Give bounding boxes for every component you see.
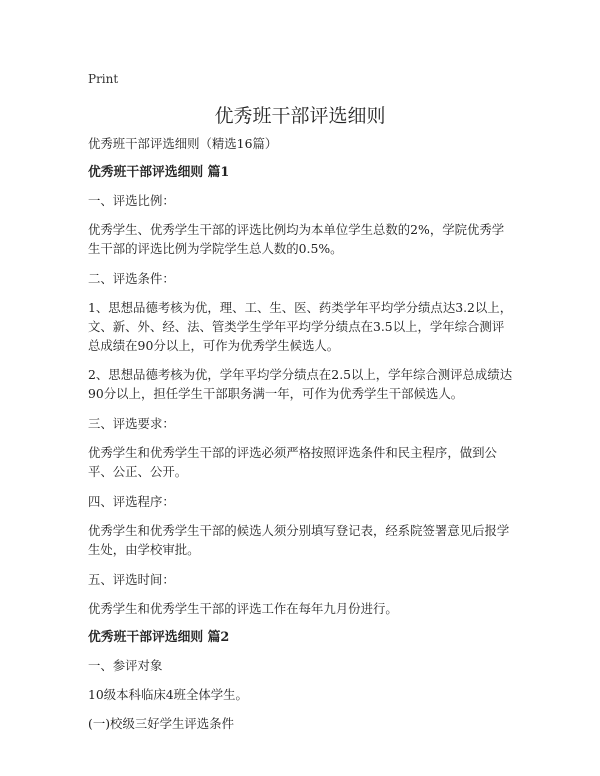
procedure-heading: 四、评选程序： <box>88 494 175 509</box>
time-heading: 五、评选时间： <box>88 572 175 587</box>
target-heading: 一、参评对象 <box>88 658 163 673</box>
section1-heading: 优秀班干部评选细则 篇1 <box>88 165 230 180</box>
ratio-text: 优秀学生、优秀学生干部的评选比例均为本单位学生总数的2%，学院优秀学生干部的评选比例为学院学生总人数的0.5%。 <box>88 222 505 256</box>
conditions-heading: 二、评选条件： <box>88 271 175 286</box>
requirements-heading: 三、评选要求： <box>88 416 175 431</box>
school-conditions-heading: (一)校级三好学生评选条件 <box>88 716 234 731</box>
target-text: 10级本科临床4班全体学生。 <box>88 687 248 702</box>
document-body <box>88 134 516 733</box>
print-link[interactable]: Print <box>88 72 119 86</box>
time-text: 优秀学生和优秀学生干部的评选工作在每年九月份进行。 <box>88 601 398 616</box>
condition-2: 2、思想品德考核为优，学年平均学分绩点在2.5以上，学年综合测评总成绩达90分以上，担任学生干部职务满一年，可作为优秀学生干部候选人。 <box>88 367 513 401</box>
condition-1: 1、思想品德考核为优，理、工、生、医、药类学年平均学分绩点达3.2以上，文、新、外、经、法、管类学生学年平均学分绩点在3.5以上，学年综合测评总成绩在90分以上，可作为优秀学生候选人。 <box>88 300 513 353</box>
requirements-text: 优秀学生和优秀学生干部的评选必须严格按照评选条件和民主程序，做到公平、公正、公开。 <box>88 445 497 479</box>
document-title: 优秀班干部评选细则 <box>214 105 386 127</box>
section2-heading: 优秀班干部评选细则 篇2 <box>88 630 230 645</box>
ratio-heading: 一、评选比例： <box>88 193 175 208</box>
procedure-text: 优秀学生和优秀学生干部的候选人须分别填写登记表，经系院签署意见后报学生处，由学校审批。 <box>88 523 510 557</box>
document-subtitle: 优秀班干部评选细则（精选16篇） <box>88 136 278 151</box>
